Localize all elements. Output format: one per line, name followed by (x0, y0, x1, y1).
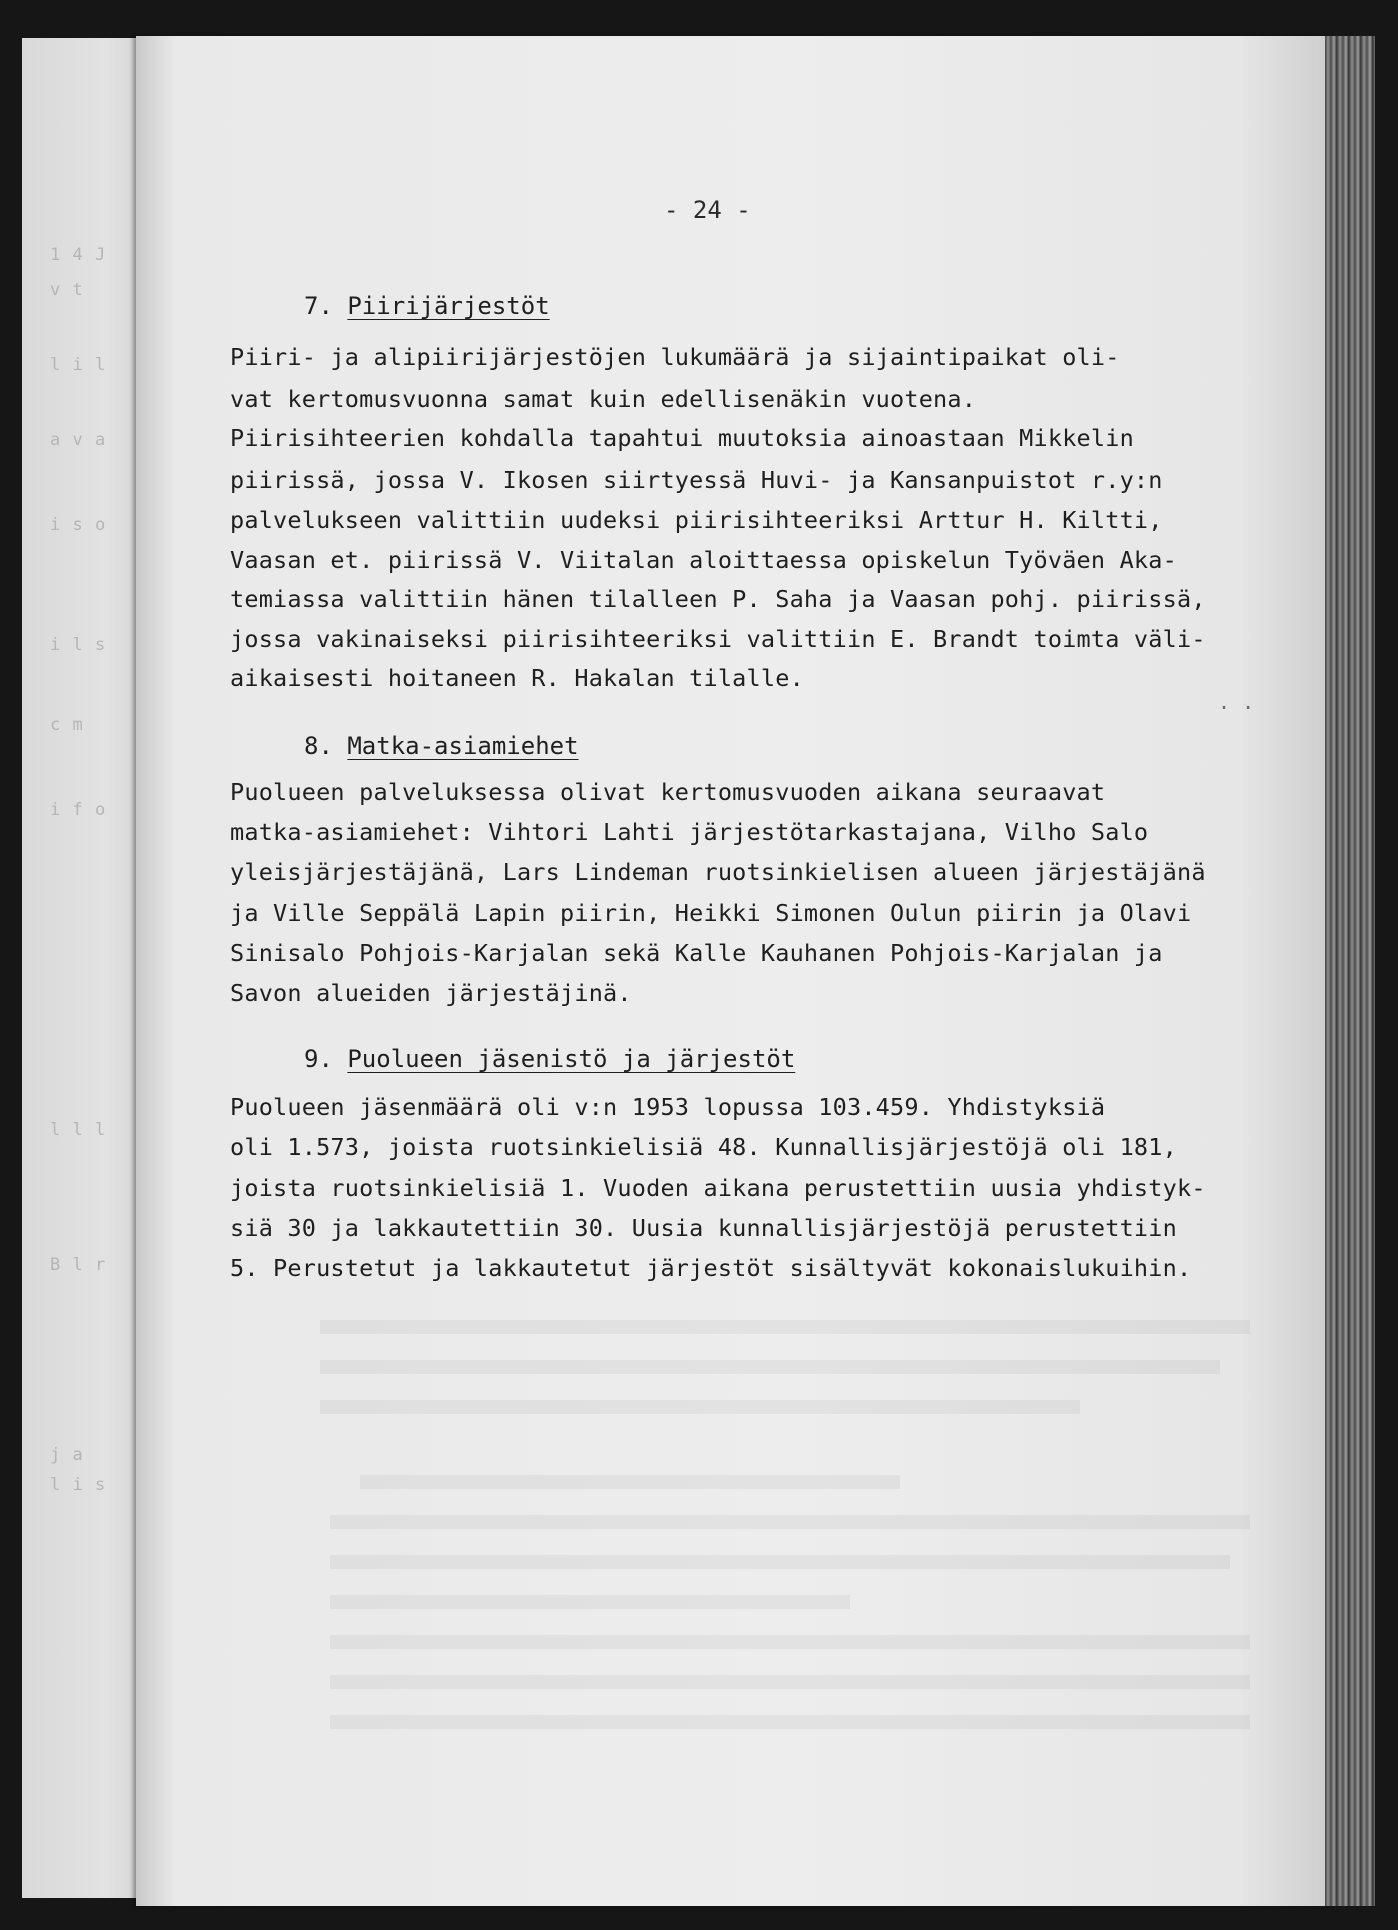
paragraph-line: joista ruotsinkielisiä 1. Vuoden aikana perustettiin uusia yhdistyk- (230, 1174, 1206, 1202)
paragraph-line: Piiri- ja alipiirijärjestöjen lukumäärä ja sijaintipaikat oli- (230, 343, 1120, 371)
bleed-mark: l i l (50, 355, 107, 375)
bleed-mark: B l r (50, 1255, 107, 1275)
paragraph-line: piirissä, jossa V. Ikosen siirtyessä Huvi- ja Kansanpuistot r.y:n (230, 466, 1163, 494)
bleed-mark: l l l (50, 1120, 107, 1140)
paragraph-line: Puolueen jäsenmäärä oli v:n 1953 lopussa 103.459. Yhdistyksiä (230, 1093, 1106, 1121)
bleed-mark: c m (50, 715, 84, 735)
bleed-mark: i s o (50, 515, 107, 535)
paragraph-line: oli 1.573, joista ruotsinkielisiä 48. Kunnallisjärjestöjä oli 181, (230, 1133, 1177, 1161)
section-7-heading (304, 292, 550, 320)
paragraph-line: Vaasan et. piirissä V. Viitalan aloittaessa opiskelun Työväen Aka- (230, 546, 1177, 574)
section-title: Piirijärjestöt (347, 292, 550, 320)
page-edge-stack (1325, 36, 1375, 1906)
paragraph-line: Puolueen palveluksessa olivat kertomusvuoden aikana seuraavat (230, 778, 1106, 806)
paragraph-line: matka-asiamiehet: Vihtori Lahti järjestötarkastajana, Vilho Salo (230, 818, 1149, 846)
bleed-line (330, 1555, 1230, 1569)
page-number: - 24 - (664, 196, 751, 224)
paragraph-line: Piirisihteerien kohdalla tapahtui muutoksia ainoastaan Mikkelin (230, 424, 1134, 452)
bleed-line (330, 1595, 850, 1609)
paragraph-line: Savon alueiden järjestäjinä. (230, 979, 632, 1007)
bleed-line (330, 1515, 1250, 1529)
bleed-mark: 1 4 J (50, 245, 107, 265)
paragraph-line: temiassa valittiin hänen tilalleen P. Saha ja Vaasan pohj. piirissä, (230, 585, 1206, 613)
bleed-mark: a v a (50, 430, 107, 450)
paragraph-line: yleisjärjestäjänä, Lars Lindeman ruotsinkielisen alueen järjestäjänä (230, 858, 1206, 886)
bleed-line (320, 1360, 1220, 1374)
paragraph-line: jossa vakinaiseksi piirisihteeriksi valittiin E. Brandt toimta väli- (230, 625, 1206, 653)
section-title: Matka-asiamiehet (347, 732, 579, 760)
bleed-mark: v t (50, 280, 84, 300)
bleed-mark: i f o (50, 800, 107, 820)
paragraph-line: palvelukseen valittiin uudeksi piirisihteeriksi Arttur H. Kiltti, (230, 506, 1163, 534)
section-number: 8. (304, 732, 333, 760)
paragraph-line: Sinisalo Pohjois-Karjalan sekä Kalle Kauhanen Pohjois-Karjalan ja (230, 939, 1163, 967)
bleed-line (320, 1400, 1080, 1414)
paragraph-line: ja Ville Seppälä Lapin piirin, Heikki Simonen Oulun piirin ja Olavi (230, 899, 1192, 927)
section-number: 9. (304, 1045, 333, 1073)
section-title: Puolueen jäsenistö ja järjestöt (347, 1045, 796, 1073)
section-8-heading (304, 732, 579, 760)
section-number: 7. (304, 292, 333, 320)
bleed-line (330, 1675, 1250, 1689)
bleed-line (330, 1635, 1250, 1649)
bleed-mark: j a (50, 1445, 84, 1465)
section-9-heading (304, 1045, 795, 1073)
bleed-line (330, 1715, 1250, 1729)
bleed-line (360, 1475, 900, 1489)
paragraph-line: 5. Perustetut ja lakkautetut järjestöt sisältyvät kokonaislukuihin. (230, 1254, 1192, 1282)
paragraph-line: vat kertomusvuonna samat kuin edellisenäkin vuotena. (230, 385, 977, 413)
bleed-mark: l i s (50, 1475, 107, 1495)
stray-marks: . . (1218, 690, 1255, 714)
bleed-mark: i l s (50, 635, 107, 655)
bleed-line (320, 1320, 1250, 1334)
paragraph-line: siä 30 ja lakkautettiin 30. Uusia kunnallisjärjestöjä perustettiin (230, 1214, 1177, 1242)
paragraph-line: aikaisesti hoitaneen R. Hakalan tilalle. (230, 664, 804, 692)
